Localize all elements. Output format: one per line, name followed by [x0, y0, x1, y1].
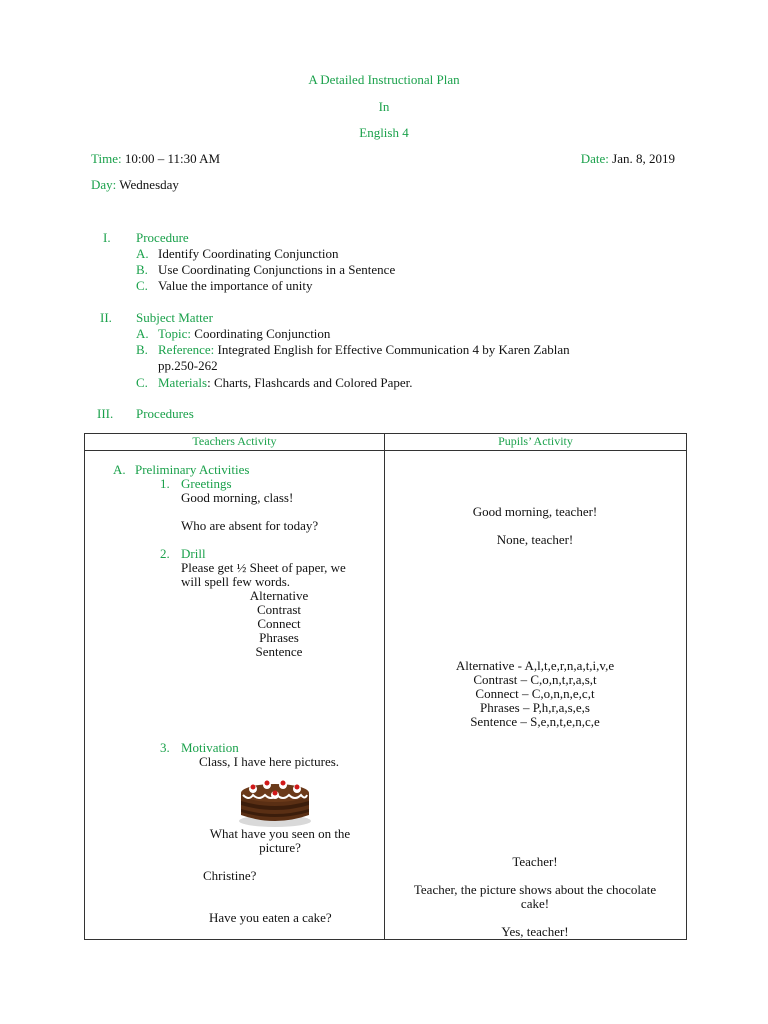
section-1-number: I.	[103, 230, 111, 245]
s2-item-a-text: Coordinating Conjunction	[194, 326, 331, 341]
s2-item-c-label: Materials	[158, 375, 208, 390]
prelim-letter: A.	[113, 462, 126, 477]
s1-item-b-letter: B.	[136, 262, 148, 277]
drill-word: Connect	[257, 616, 301, 631]
time-value: 10:00 – 11:30 AM	[124, 151, 221, 166]
drill-word: Phrases	[259, 630, 299, 645]
yes-reply: Yes, teacher!	[501, 924, 569, 939]
section-1-title: Procedure	[136, 230, 189, 245]
s1-item-a-text: Identify Coordinating Conjunction	[158, 246, 339, 261]
christine-line: Christine?	[203, 868, 257, 883]
s2-item-c-letter: C.	[136, 375, 148, 390]
absent-reply: None, teacher!	[496, 532, 574, 547]
s1-item-c-text: Value the importance of unity	[158, 278, 313, 293]
s2-item-b-letter: B.	[136, 342, 148, 357]
drill-line-2: will spell few words.	[181, 574, 291, 589]
teacher-call: Teacher!	[512, 854, 558, 869]
section-2-number: II.	[100, 310, 112, 325]
s1-item-a-letter: A.	[136, 246, 149, 261]
spelling-line: Contrast – C,o,n,t,r,a,s,t	[473, 672, 597, 687]
pupils-activity-header: Pupils’ Activity	[385, 434, 687, 451]
s2-item-b-label: Reference:	[158, 342, 215, 357]
drill-word: Contrast	[256, 602, 302, 617]
section-3-title: Procedures	[136, 406, 194, 421]
pupils-cell	[385, 451, 687, 940]
s1-item-c-letter: C.	[136, 278, 148, 293]
spelling-line: Phrases – P,h,r,a,s,e,s	[480, 700, 590, 715]
question-line-1: What have you seen on the	[209, 826, 351, 841]
drill-line-1: Please get ½ Sheet of paper, we	[181, 560, 346, 575]
s2-item-c-text: : Charts, Flashcards and Colored Paper.	[207, 375, 413, 390]
spelling-line: Alternative - A,l,t,e,r,n,a,t,i,v,e	[455, 658, 615, 673]
teacher-cell	[85, 451, 385, 940]
s2-item-b	[158, 342, 570, 358]
eaten-line: Have you eaten a cake?	[209, 910, 332, 925]
s2-item-a	[158, 326, 330, 342]
s2-item-c	[158, 375, 413, 391]
section-2-title: Subject Matter	[136, 310, 213, 325]
motiv-line: Class, I have here pictures.	[199, 754, 340, 769]
day-label: Day:	[91, 177, 117, 192]
plan-subject: English 4	[359, 125, 409, 140]
s2-item-a-letter: A.	[136, 326, 149, 341]
greet-reply: Good morning, teacher!	[472, 504, 598, 519]
greet-title: Greetings	[181, 476, 232, 491]
motiv-num: 3.	[160, 740, 170, 755]
motiv-title: Motivation	[181, 740, 239, 755]
s2-item-b-pages: pp.250-262	[158, 358, 218, 373]
absent-line: Who are absent for today?	[181, 518, 319, 533]
day-value: Wednesday	[119, 177, 179, 192]
date-value: Jan. 8, 2019	[612, 151, 675, 166]
greet-num: 1.	[160, 476, 170, 491]
picture-line-1: Teacher, the picture shows about the chocolate	[413, 882, 657, 897]
date-label: Date:	[580, 151, 609, 166]
activity-table	[84, 433, 687, 940]
plan-in: In	[378, 99, 390, 114]
table-row	[85, 451, 687, 940]
s2-item-a-label: Topic:	[158, 326, 192, 341]
chocolate-cake-icon	[237, 771, 313, 829]
date-row	[581, 151, 675, 167]
section-3-number: III.	[97, 406, 114, 421]
teachers-activity-header: Teachers Activity	[85, 434, 385, 451]
s2-item-b-text: Integrated English for Effective Communication 4 by Karen Zablan	[217, 342, 570, 357]
plan-title: A Detailed Instructional Plan	[308, 72, 460, 87]
prelim-title: Preliminary Activities	[135, 462, 250, 477]
spelling-line: Sentence – S,e,n,t,e,n,c,e	[470, 714, 600, 729]
time-row	[91, 151, 220, 167]
time-label: Time:	[91, 151, 122, 166]
picture-line-2: cake!	[520, 896, 550, 911]
drill-title: Drill	[181, 546, 206, 561]
spelling-line: Connect – C,o,n,n,e,c,t	[475, 686, 595, 701]
s1-item-b-text: Use Coordinating Conjunctions in a Sentence	[158, 262, 396, 277]
greet-line: Good morning, class!	[181, 490, 294, 505]
drill-word: Sentence	[255, 644, 303, 659]
question-line-2: picture?	[259, 840, 301, 855]
drill-num: 2.	[160, 546, 170, 561]
drill-word: Alternative	[249, 588, 309, 603]
day-row	[91, 177, 179, 193]
table-header-row	[85, 434, 687, 451]
